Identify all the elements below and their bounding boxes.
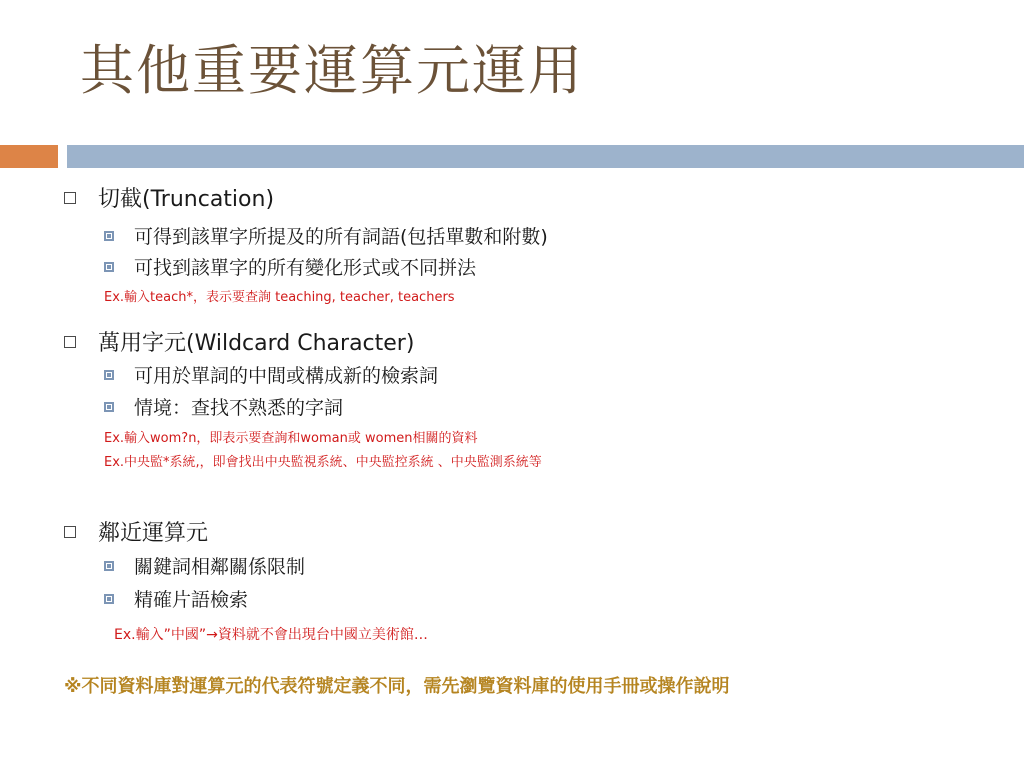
example-text: Ex.中央監*系統,，即會找出中央監視系統、中央監控系統 、中央監測系統等: [104, 455, 542, 470]
hollow-square-bullet-icon: [64, 336, 76, 348]
list-item: [104, 393, 343, 420]
section-heading-text: 切截(Truncation): [98, 187, 275, 212]
square-bullet-icon: [104, 231, 114, 241]
example-text: Ex.輸入wom?n，即表示要查詢和woman或 women相關的資料: [104, 431, 478, 446]
example-text: Ex.輸入teach*，表示要查詢 teaching, teacher, teachers: [104, 290, 455, 305]
square-bullet-icon: [104, 561, 114, 571]
list-item: [104, 361, 438, 388]
slide-title: 其他重要運算元運用: [80, 39, 584, 102]
list-item: [104, 253, 476, 280]
list-item: [104, 552, 305, 579]
section-heading-text: 萬用字元(Wildcard Character): [98, 331, 415, 356]
list-item-text: 可找到該單字的所有變化形式或不同拼法: [134, 257, 477, 279]
section-heading-text: 鄰近運算元: [98, 521, 209, 546]
accent-bar-blue: [67, 145, 1024, 168]
example-text: Ex.輸入”中國”→資料就不會出現台中國立美術館…: [114, 627, 428, 643]
square-bullet-icon: [104, 402, 114, 412]
list-item: [104, 585, 248, 612]
section-heading-truncation: [64, 182, 274, 213]
square-bullet-icon: [104, 262, 114, 272]
list-item: [104, 222, 548, 249]
list-item-text: 情境：查找不熟悉的字詞: [134, 397, 344, 419]
square-bullet-icon: [104, 370, 114, 380]
list-item-text: 可用於單詞的中間或構成新的檢索詞: [134, 365, 439, 387]
section-heading-proximity: [64, 516, 208, 547]
square-bullet-icon: [104, 594, 114, 604]
hollow-square-bullet-icon: [64, 526, 76, 538]
list-item-text: 可得到該單字所提及的所有詞語(包括單數和附數): [134, 226, 548, 248]
section-heading-wildcard: [64, 326, 414, 357]
footer-note: ※不同資料庫對運算元的代表符號定義不同，需先瀏覽資料庫的使用手冊或操作說明: [64, 676, 730, 697]
hollow-square-bullet-icon: [64, 192, 76, 204]
list-item-text: 精確片語檢索: [134, 589, 249, 611]
list-item-text: 關鍵詞相鄰關係限制: [134, 556, 306, 578]
accent-bar-orange: [0, 145, 58, 168]
